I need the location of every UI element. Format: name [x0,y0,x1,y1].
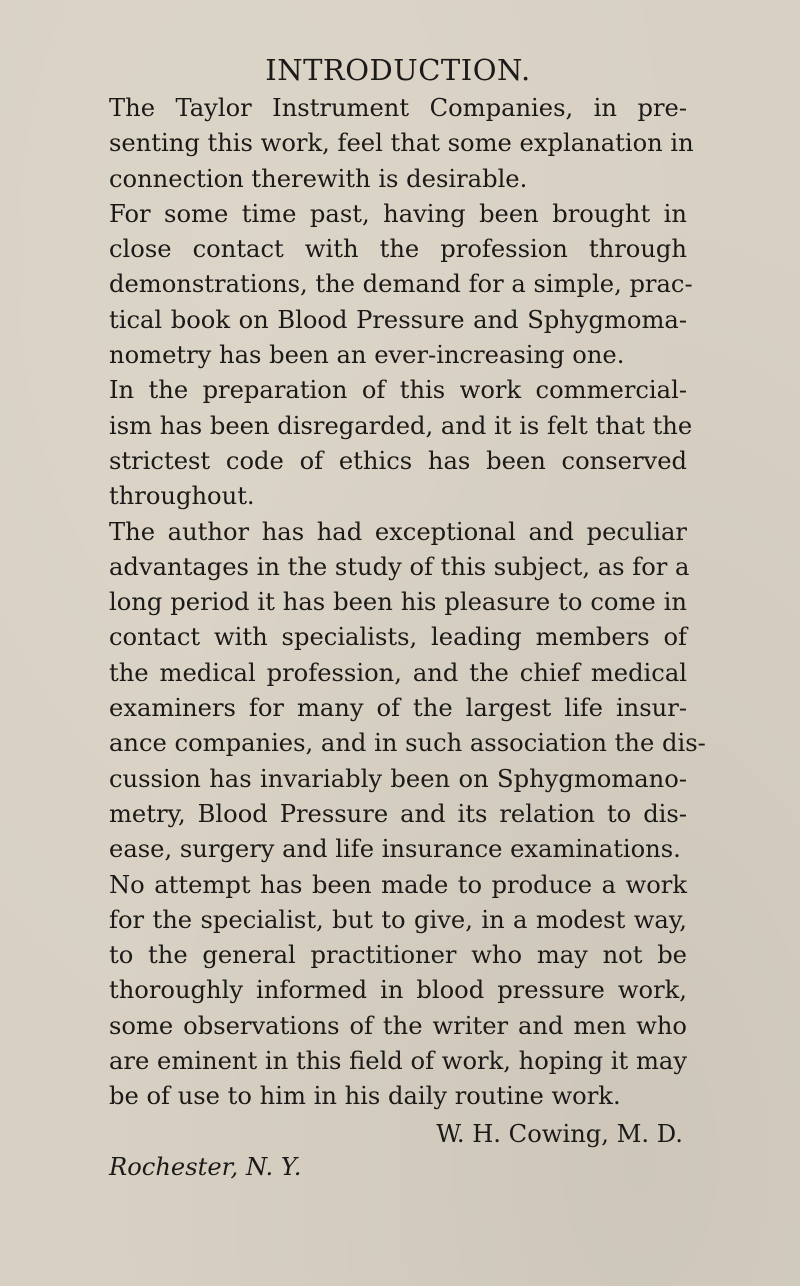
text-line: metry, Blood Pressure and its relation to dis- [109,799,687,828]
text-line: throughout. [109,482,255,511]
text-line: be of use to him in his daily routine work. [109,1082,621,1111]
text-line: some observations of the writer and men who [109,1011,687,1040]
text-line: advantages in the study of this subject, as for a [109,552,690,581]
paragraph [109,515,706,868]
text-line: ism has been disregarded, and it is felt that the [109,411,693,440]
text-line: cussion has invariably been on Sphygmomano- [109,764,687,793]
text-line: For some time past, having been brought in [109,199,687,228]
paragraph [109,868,687,1115]
paragraph [109,197,693,373]
place-of-writing: Rochester, N. Y. [109,1152,302,1181]
text-line: close contact with the profession through [109,235,687,264]
text-line: demonstrations, the demand for a simple, prac- [109,270,693,299]
text-line: to the general practitioner who may not be [109,941,687,970]
text-line: the medical profession, and the chief medical [109,658,687,687]
text-line: thoroughly informed in blood pressure work, [109,976,687,1005]
text-line: The Taylor Instrument Companies, in pre- [109,94,687,122]
text-line: No attempt has been made to produce a work [109,870,687,899]
text-line: The author has had exceptional and peculiar [109,517,687,546]
text-line: senting this work, feel that some explanation in [109,129,694,158]
page-title: INTRODUCTION. [265,53,531,87]
text-line: strictest code of ethics has been conserved [109,446,687,475]
author-signature: W. H. Cowing, M. D. [436,1119,683,1148]
paragraph [109,373,693,514]
text-line: ance companies, and in such association the dis- [109,729,706,758]
paragraph [109,91,694,197]
text-line: tical book on Blood Pressure and Sphygmoma- [109,305,687,334]
signature-block [109,1117,687,1186]
text-line: examiners for many of the largest life insur- [109,694,687,723]
text-line: In the preparation of this work commercial- [109,376,687,405]
text-line: connection therewith is desirable. [109,164,528,193]
text-line: ease, surgery and life insurance examinations. [109,835,681,864]
text-line: for the specialist, but to give, in a modest way, [109,905,687,934]
text-line: are eminent in this field of work, hoping it may [109,1047,687,1076]
page-content [109,52,706,1185]
introduction-body [109,91,706,1115]
text-line: contact with specialists, leading members of [109,623,687,652]
text-line: nometry has been an ever-increasing one. [109,341,625,370]
text-line: long period it has been his pleasure to come in [109,588,687,617]
